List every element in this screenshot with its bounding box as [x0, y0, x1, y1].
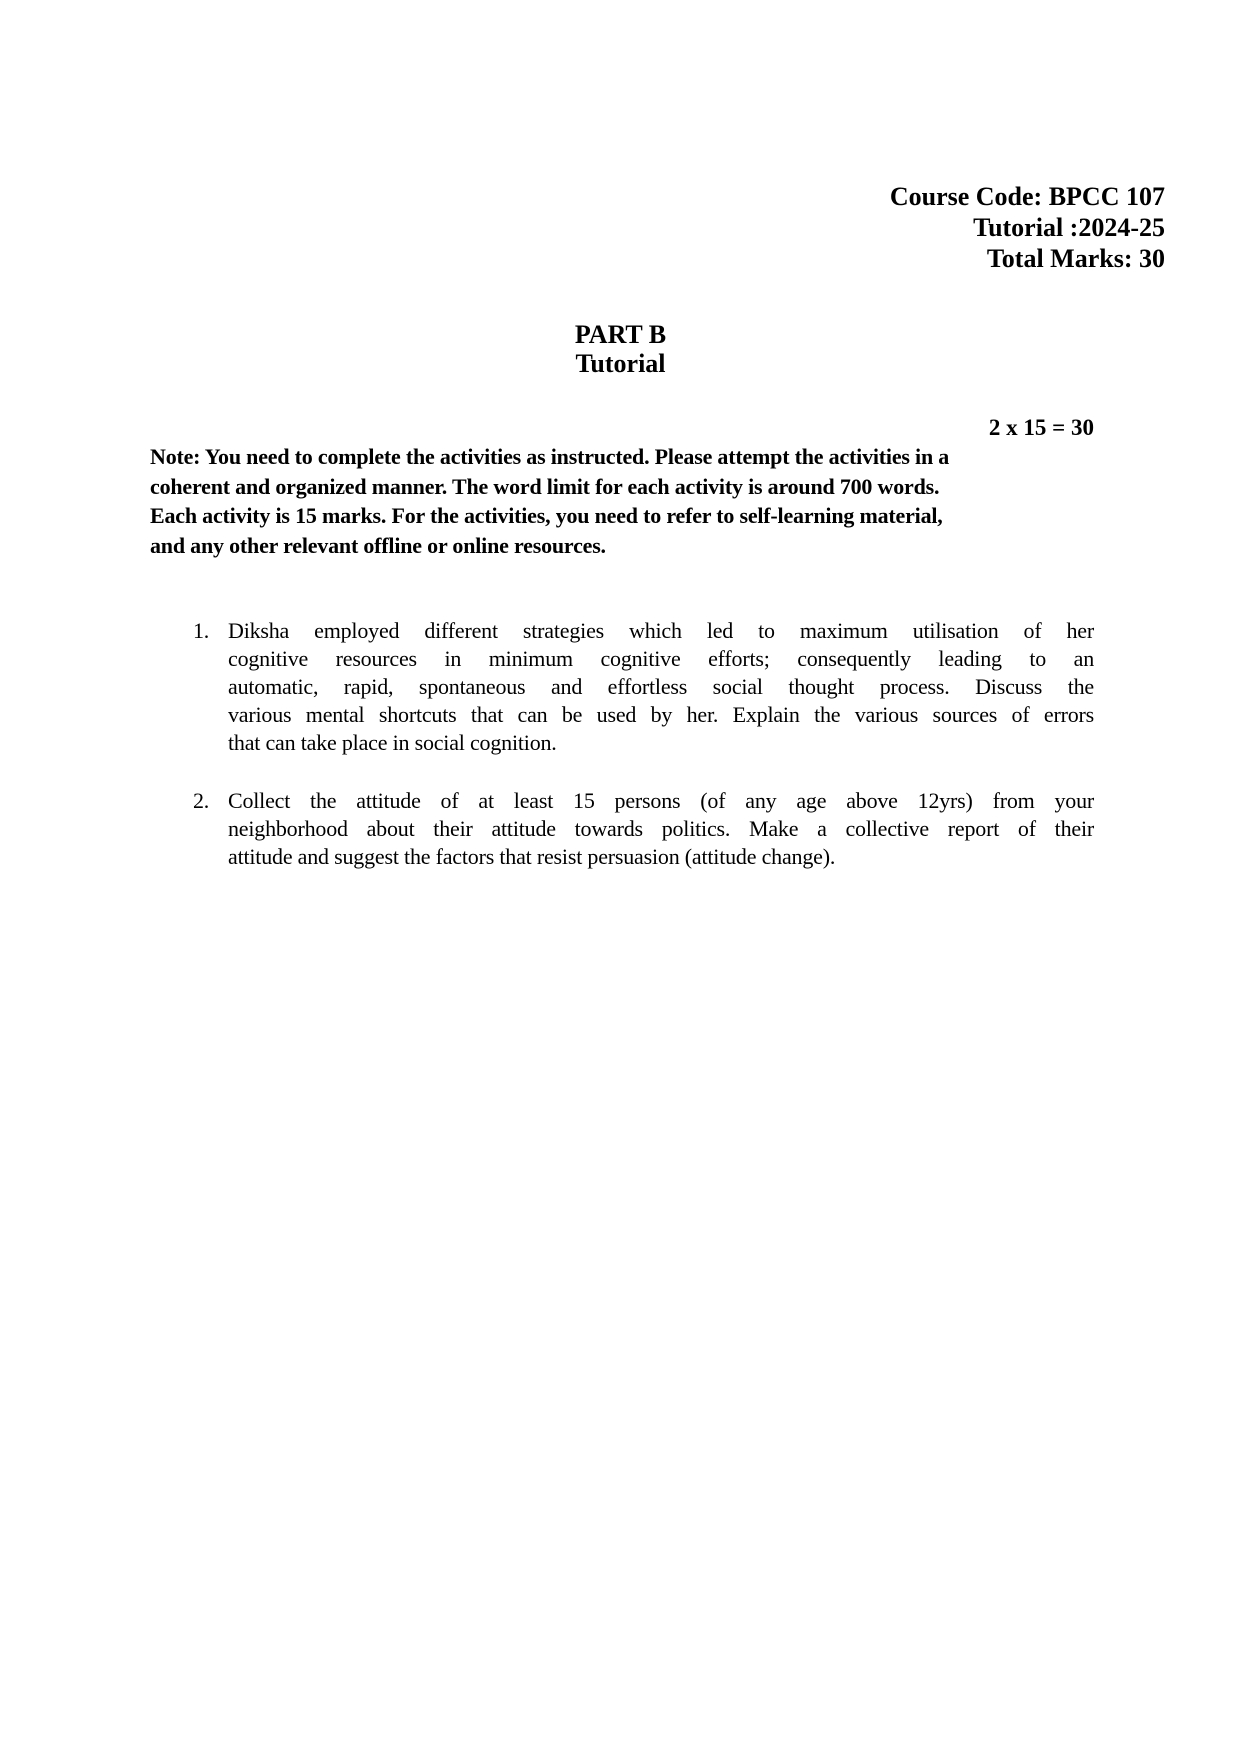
- question-number: 1.: [193, 618, 210, 643]
- note-line: Each activity is 15 marks. For the activities, you need to refer to self-learning material,: [150, 503, 943, 528]
- question-line: various mental shortcuts that can be used by her. Explain the various sources of errors: [228, 702, 1094, 727]
- question-line: cognitive resources in minimum cognitive efforts; consequently leading to an: [228, 646, 1094, 671]
- question-item-2: [150, 787, 1094, 871]
- question-line: that can take place in social cognition.: [228, 730, 557, 755]
- course-code-line: Course Code: BPCC 107: [889, 182, 1165, 211]
- question-number: 2.: [193, 788, 210, 813]
- note-line: and any other relevant offline or online resources.: [150, 532, 606, 558]
- question-line: Diksha employed different strategies which led to maximum utilisation of her: [228, 618, 1094, 643]
- note-line: Note: You need to complete the activities as instructed. Please attempt the activities in a: [150, 444, 950, 469]
- question-line: attitude and suggest the factors that resist persuasion (attitude change).: [228, 844, 836, 869]
- question-item-1: [150, 617, 1094, 757]
- question-line: automatic, rapid, spontaneous and effortless social thought process. Discuss the: [228, 674, 1094, 699]
- question-list: [150, 617, 1094, 871]
- header-block: [890, 181, 1165, 274]
- tutorial-year-line: Tutorial :2024-25: [973, 213, 1165, 242]
- part-title: PART B: [574, 320, 667, 349]
- question-line: Collect the attitude of at least 15 persons (of any age above 12yrs) from your: [228, 788, 1094, 813]
- note-paragraph: [150, 442, 1094, 560]
- marks-scheme: 2 x 15 = 30: [988, 415, 1094, 440]
- question-line: neighborhood about their attitude towards politics. Make a collective report of their: [228, 816, 1094, 841]
- note-line: coherent and organized manner. The word limit for each activity is around 700 words.: [150, 473, 940, 499]
- section-title-block: [0, 320, 1241, 378]
- total-marks-line: Total Marks: 30: [986, 244, 1165, 273]
- section-subtitle: Tutorial: [575, 349, 666, 378]
- main-content: [150, 413, 1094, 871]
